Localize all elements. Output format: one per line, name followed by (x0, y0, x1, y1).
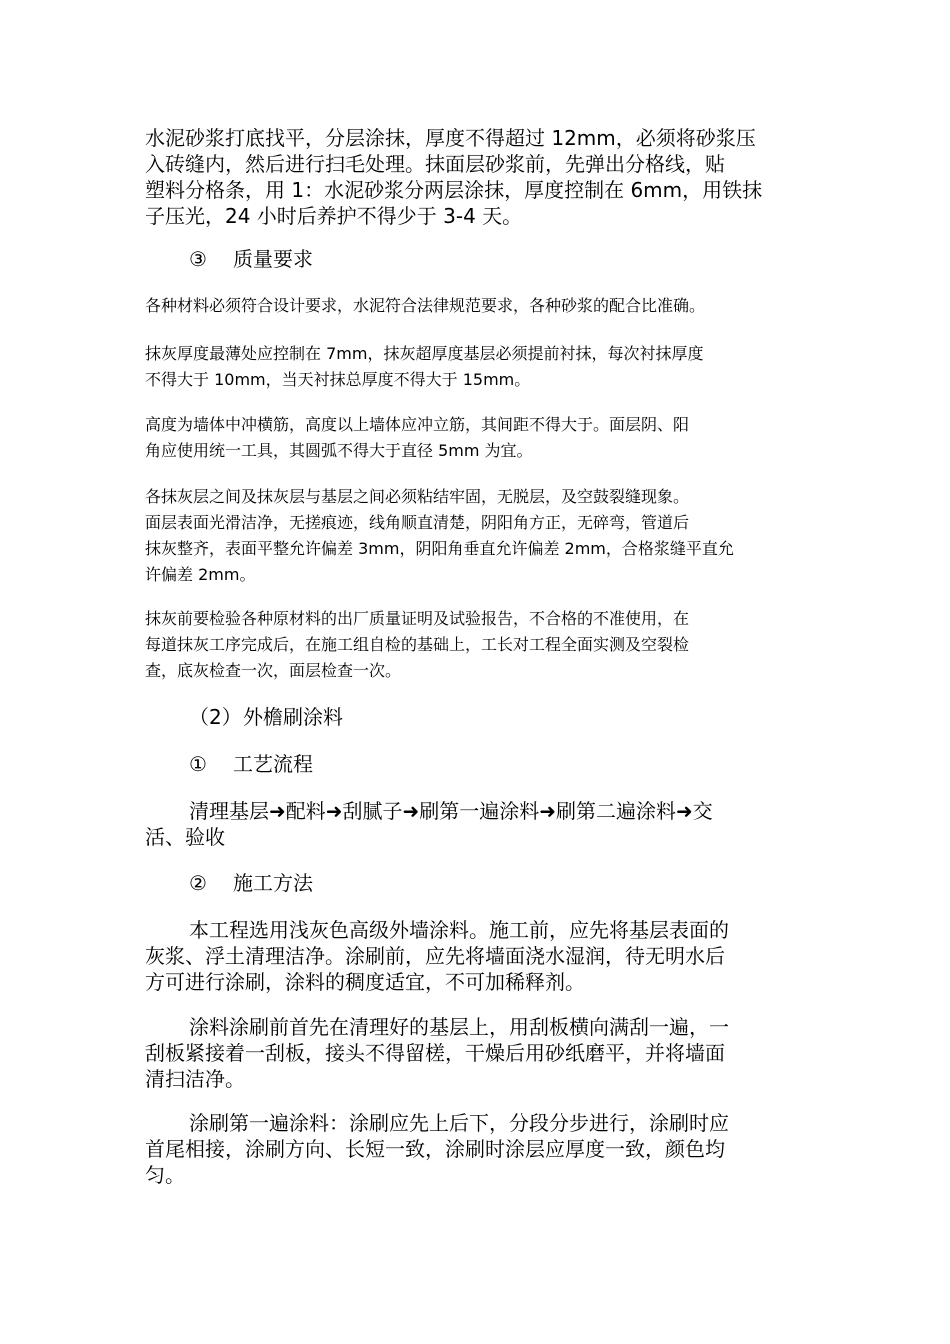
method-paragraph-3 (145, 1110, 729, 1188)
text-line: 清扫洁净。 (145, 1067, 245, 1091)
heading-text: 施工方法 (233, 871, 313, 895)
text-line: 面层表面光滑洁净，无搓痕迹，线角顺直清楚，阴阳角方正，无碎弯，管道后 (145, 513, 690, 532)
text-line: 涂刷第一遍涂料：涂刷应先上后下，分段分步进行，涂刷时应 (189, 1111, 729, 1135)
quality-item-5 (145, 606, 689, 684)
heading-number: ③ (189, 247, 207, 271)
quality-item-2 (145, 341, 703, 393)
text-line: 许偏差 2mm。 (145, 565, 256, 584)
heading-construction-method (189, 870, 313, 896)
heading-text: 外檐刷涂料 (243, 705, 343, 729)
heading-exterior-paint (189, 704, 343, 730)
intro-paragraph (145, 125, 762, 229)
text-line: 清理基层➜配料➜刮腻子➜刷第一遍涂料➜刷第二遍涂料➜交 (189, 799, 713, 823)
text-line: 子压光，24 小时后养护不得少于 3-4 天。 (145, 204, 523, 228)
text-line: 抹灰整齐，表面平整允许偏差 3mm，阴阳角垂直允许偏差 2mm，合格浆缝平直允 (145, 539, 734, 558)
text-line: 各种材料必须符合设计要求，水泥符合法律规范要求，各种砂浆的配合比准确。 (145, 296, 706, 315)
text-line: 每道抹灰工序完成后，在施工组自检的基础上，工长对工程全面实测及空裂检 (145, 635, 690, 654)
heading-process-flow (189, 751, 313, 777)
heading-quality (189, 246, 313, 272)
text-line: 查，底灰检查一次，面层检查一次。 (145, 661, 402, 680)
heading-number: （2） (189, 705, 242, 729)
text-line: 抹灰厚度最薄处应控制在 7mm，抹灰超厚度基层必须提前衬抹，每次衬抹厚度 (145, 344, 704, 363)
process-flow-text (145, 798, 713, 850)
text-line: 匀。 (145, 1163, 185, 1187)
heading-text: 工艺流程 (233, 752, 313, 776)
text-line: 首尾相接，涂刷方向、长短一致，涂刷时涂层应厚度一致，颜色均 (145, 1137, 725, 1161)
text-line: 塑料分格条，用 1：水泥砂浆分两层涂抹，厚度控制在 6mm，用铁抹 (145, 178, 763, 202)
text-line: 不得大于 10mm，当天衬抹总厚度不得大于 15mm。 (145, 370, 531, 389)
text-line: 涂料涂刷前首先在清理好的基层上，用刮板横向满刮一遍，一 (189, 1015, 729, 1039)
text-line: 刮板紧接着一刮板，接头不得留槎，干燥后用砂纸磨平，并将墙面 (145, 1041, 725, 1065)
quality-item-3 (145, 412, 689, 464)
quality-item-1 (145, 293, 705, 319)
method-paragraph-2 (145, 1014, 729, 1092)
text-line: 活、验收 (145, 825, 225, 849)
text-line: 水泥砂浆打底找平，分层涂抹，厚度不得超过 12mm，必须将砂浆压 (145, 126, 756, 150)
text-line: 各抹灰层之间及抹灰层与基层之间必须粘结牢固，无脱层，及空鼓裂缝现象。 (145, 487, 690, 506)
text-line: 抹灰前要检验各种原材料的出厂质量证明及试验报告，不合格的不准使用，在 (145, 609, 690, 628)
text-line: 角应使用统一工具，其圆弧不得大于直径 5mm 为宜。 (145, 441, 533, 460)
text-line: 入砖缝内，然后进行扫毛处理。抹面层砂浆前，先弹出分格线，贴 (145, 152, 725, 176)
heading-number: ① (189, 752, 207, 776)
text-line: 方可进行涂刷，涂料的稠度适宜，不可加稀释剂。 (145, 970, 585, 994)
method-paragraph-1 (145, 917, 729, 995)
text-line: 本工程选用浅灰色高级外墙涂料。施工前，应先将基层表面的 (189, 918, 729, 942)
text-line: 高度为墙体中冲横筋，高度以上墙体应冲立筋，其间距不得大于。面层阴、阳 (145, 415, 690, 434)
text-line: 灰浆、浮土清理洁净。涂刷前，应先将墙面浇水湿润，待无明水后 (145, 944, 725, 968)
heading-number: ② (189, 871, 207, 895)
quality-item-4 (145, 484, 734, 588)
heading-text: 质量要求 (233, 247, 313, 271)
